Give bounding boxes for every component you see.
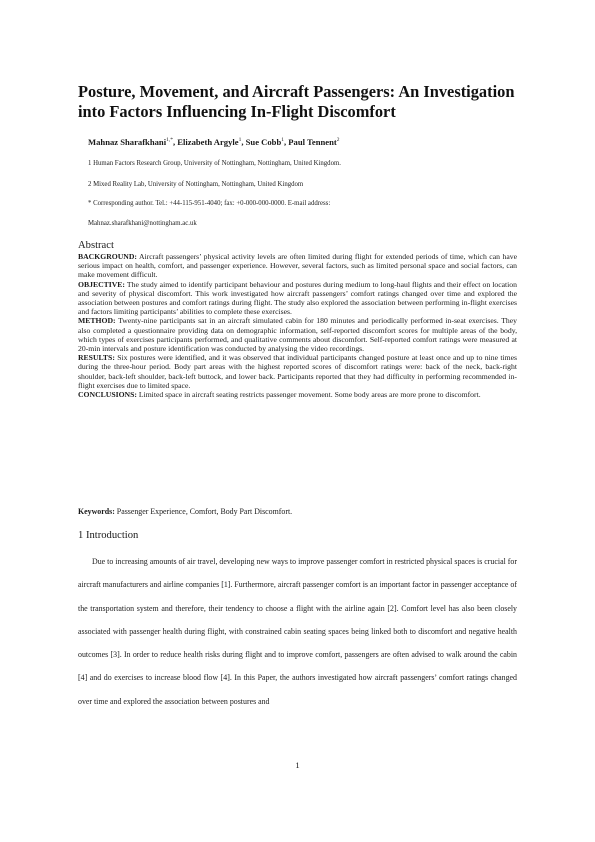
abstract-text: Twenty-nine participants sat in an aircraft simulated cabin for 180 minutes and periodically performed in-seat exercises. They also completed a questionnaire providing data on demographic information, self-reported discomfort scores for multiple areas of the body, which types of exercises participants performed, and qualitative comments about discomfort. Self-reported comfort ratings were measured at 20-min intervals and posture identification was conducted by analysing the video recordings. [78, 316, 517, 354]
keywords-text: Passenger Experience, Comfort, Body Part Discomfort. [114, 507, 293, 516]
author-separator: , [283, 137, 289, 147]
abstract-paragraph [78, 353, 517, 390]
abstract-label: RESULTS: [78, 353, 115, 363]
author-separator: , [172, 137, 178, 147]
keywords [78, 507, 292, 516]
author-list [88, 137, 340, 147]
paper-title: Posture, Movement, and Aircraft Passengers: An Investigation into Factors Influencing In-Flight Discomfort [78, 82, 515, 121]
abstract-label: METHOD: [78, 316, 116, 326]
keywords-label: Keywords: [78, 507, 115, 516]
author-affiliation-mark: 1 [281, 137, 284, 144]
abstract-paragraph [78, 390, 517, 399]
abstract-text: Six postures were identified, and it was observed that individual participants changed posture at least once and up to nine times during the three-hour period. Body part areas with the highest reported scores of discomfort ratings were: back of the neck, back-right shoulder, back-left shoulder, back-left buttock, and lower back. Participants reported that they had difficulty in performing recommended in-flight exercises due to limited space. [78, 353, 517, 390]
author-name: Paul Tennent [288, 137, 337, 147]
body-paragraph: Due to increasing amounts of air travel, developing new ways to improve passenger comfort in restricted physical spaces is crucial for aircraft manufacturers and airline companies [1]. Furthermore, aircraft passenger comfort is an important factor in passenger acceptance of the transportation system and therefore, their tendency to choose a flight with the airline again [2]. Comfort level has also been closely associated with passenger health during flight, with constrained cabin seating spaces being linked both to discomfort and negative health outcomes [3]. In order to reduce health risks during flight and to improve comfort, passengers are often advised to walk around the cabin [4] and do exercises to increase blood flow [4]. In this Paper, the authors investigated how aircraft passengers’ comfort ratings changed over time and explored the association between postures and [78, 557, 517, 706]
abstract-text: Aircraft passengers’ physical activity levels are often limited during flight for extended periods of time, which can have serious impact on health, comfort, and passenger experience. However, several factors, such as limited personal space and social factors, can make movement difficult. [78, 252, 517, 280]
author-name: Mahnaz Sharafkhani [88, 137, 167, 147]
abstract-text: The study aimed to identify participant behaviour and postures during medium to long-haul flights and their effect on location and severity of physical discomfort. This work investigated how aircraft passengers’ comfort ratings changed over time and explored the association between postures and comfort ratings during flight. The study also explored the association between performing in-flight exercises and factors limiting participants’ abilities to complete these exercises. [78, 279, 517, 317]
abstract-paragraph [78, 316, 517, 353]
author-name: Elizabeth Argyle [177, 137, 239, 147]
abstract-label: BACKGROUND: [78, 252, 137, 261]
affiliation-2: 2 Mixed Reality Lab, University of Nottingham, Nottingham, United Kingdom [88, 181, 304, 188]
email-address: Mahnaz.sharafkhani@nottingham.ac.uk [88, 220, 197, 227]
author-affiliation-mark: 2 [336, 137, 340, 144]
affiliation-1: 1 Human Factors Research Group, University of Nottingham, Nottingham, United Kingdom. [88, 160, 341, 167]
corresponding-author: * Corresponding author. Tel.: +44-115-951-4040; fax: +0-000-000-0000. E-mail address: [88, 200, 331, 207]
abstract-label: OBJECTIVE: [78, 279, 125, 289]
abstract-heading: Abstract [78, 240, 114, 251]
abstract-paragraph [78, 280, 517, 317]
abstract-paragraph [78, 252, 517, 280]
page-number: 1 [295, 760, 300, 770]
section-heading: 1 Introduction [78, 530, 139, 541]
abstract-text: Limited space in aircraft seating restricts passenger movement. Some body areas are more prone to discomfort. [136, 390, 481, 400]
abstract-label: CONCLUSIONS: [78, 390, 137, 400]
introduction-body [78, 550, 517, 713]
author-affiliation-mark: 1 [238, 137, 242, 144]
abstract-body [78, 252, 517, 399]
author-affiliation-mark: 1,* [166, 137, 173, 144]
author-name: Sue Cobb [245, 137, 282, 147]
author-separator: , [241, 137, 246, 147]
